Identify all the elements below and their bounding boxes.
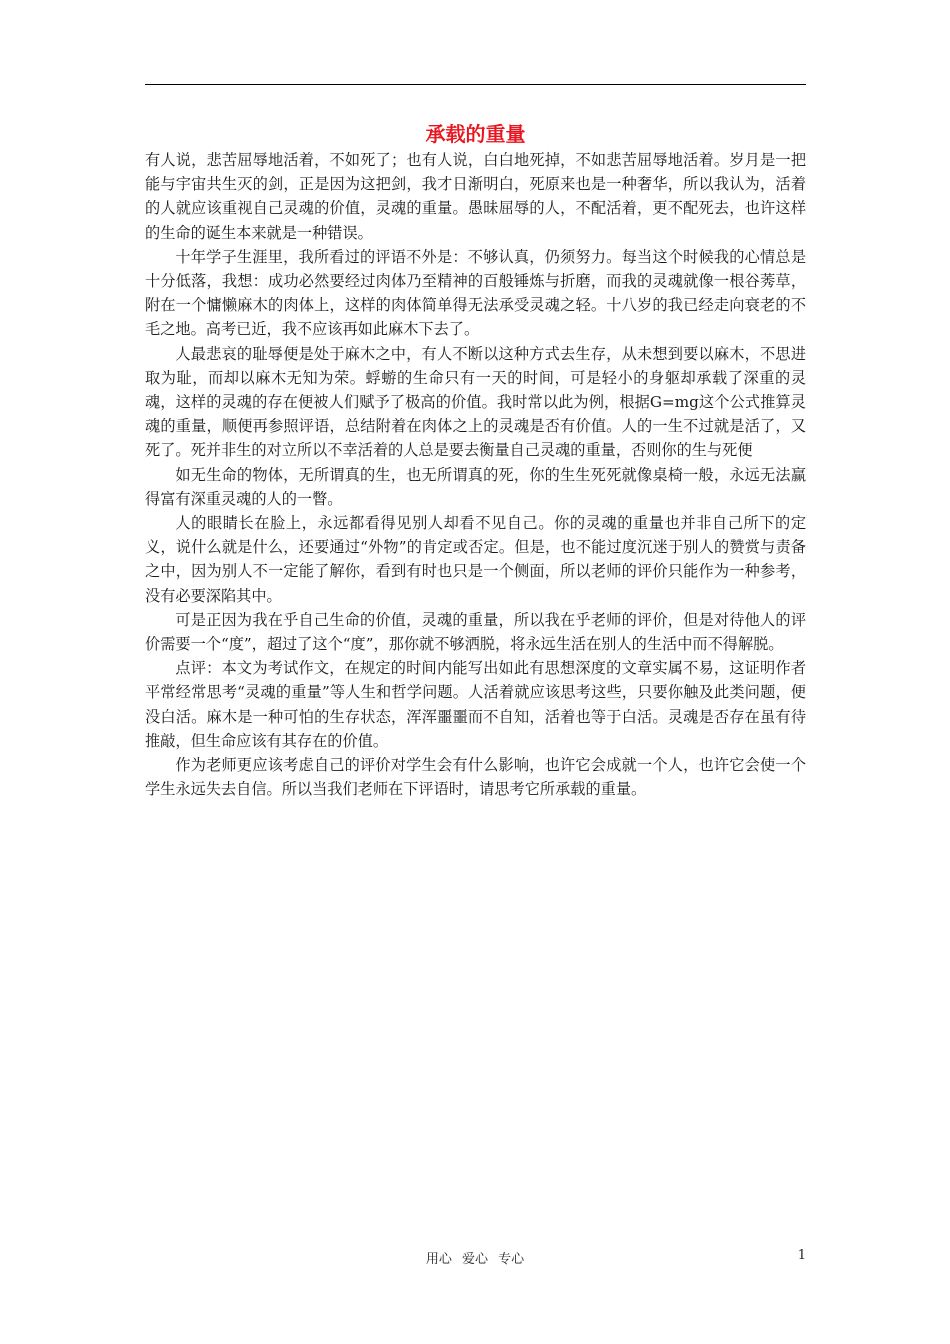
- page-number: 1: [797, 1248, 806, 1263]
- header-rule: [145, 84, 806, 85]
- footer-motto: 用心 爱心 专心: [425, 1252, 525, 1267]
- paragraph-4: 如无生命的物体，无所谓真的生，也无所谓真的死，你的生生死死就像桌椅一般，永远无法赢得富有深重灵魂的人的一瞥。: [145, 465, 806, 508]
- document-body: [145, 148, 806, 801]
- document-title: 承载的重量: [425, 122, 526, 146]
- paragraph-6: 可是正因为我在乎自己生命的价值，灵魂的重量，所以我在乎老师的评价，但是对待他人的评价需要一个“度”，超过了这个“度”，那你就不够洒脱，将永远生活在别人的生活中而不得解脱。: [145, 610, 806, 654]
- closing-paragraph: 作为老师更应该考虑自己的评价对学生会有什么影响，也许它会成就一个人，也许它会使一个学生永远失去自信。所以当我们老师在下评语时，请思考它所承载的重量。: [145, 756, 806, 799]
- commentary-paragraph: 点评：本文为考试作文，在规定的时间内能写出如此有思想深度的文章实属不易，这证明作者平常经常思考“灵魂的重量”等人生和哲学问题。人活着就应该思考这些，只要你触及此类问题，便没白活。麻木是一种可怕的生存状态，浑浑噩噩而不自知，活着也等于白活。灵魂是否存在虽有待推敲，但生命应该有其存在的价值。: [145, 659, 806, 750]
- paragraph-3: 人最悲哀的耻辱便是处于麻木之中，有人不断以这种方式去生存，从未想到要以麻木，不思进取为耻，而却以麻木无知为荣。蜉蝣的生命只有一天的时间，可是轻小的身躯却承载了深重的灵魂，这样的灵魂的存在便被人们赋予了极高的价值。我时常以此为例，根据G=mg这个公式推算灵魂的重量，顺便再参照评语，总结附着在肉体之上的灵魂是否有价值。人的一生不过就是活了，又死了。死并非生的对立所以不幸活着的人总是要去衡量自己灵魂的重量，否则你的生与死便: [145, 344, 806, 460]
- paragraph-1: 有人说，悲苦屈辱地活着，不如死了；也有人说，白白地死掉，不如悲苦屈辱地活着。岁月是一把能与宇宙共生灭的剑，正是因为这把剑，我才日渐明白，死原来也是一种奢华，所以我认为，活着的人就应该重视自己灵魂的价值，灵魂的重量。愚昧屈辱的人，不配活着，更不配死去，也许这样的生命的诞生本来就是一种错误。: [145, 151, 806, 242]
- paragraph-5: 人的眼睛长在脸上，永远都看得见别人却看不见自己。你的灵魂的重量也并非自己所下的定义，说什么就是什么，还要通过“外物”的肯定或否定。但是，也不能过度沉迷于别人的赞赏与责备之中，因为别人不一定能了解你，看到有时也只是一个侧面，所以老师的评价只能作为一种参考，没有必要深陷其中。: [145, 514, 806, 605]
- paragraph-2: 十年学子生涯里，我所看过的评语不外是：不够认真，仍须努力。每当这个时候我的心情总是十分低落，我想：成功必然要经过肉体乃至精神的百般锤炼与折磨，而我的灵魂就像一根谷莠草，附在一个慵懒麻木的肉体上，这样的肉体简单得无法承受灵魂之轻。十八岁的我已经走向衰老的不毛之地。高考已近，我不应该再如此麻木下去了。: [145, 247, 806, 339]
